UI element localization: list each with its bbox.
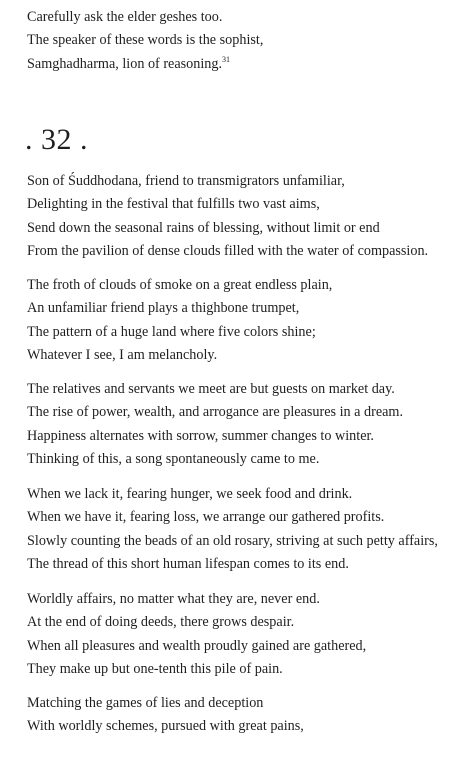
verse-line: At the end of doing deeds, there grows despair.	[27, 614, 295, 631]
verse-line: Carefully ask the elder geshes too.	[27, 9, 223, 25]
verse-line: The speaker of these words is the sophist,	[27, 32, 264, 49]
verse-line: When we have it, fearing loss, we arrange our gathered profits.	[27, 509, 385, 526]
verse-number-heading: . 32 .	[25, 123, 88, 156]
verse-line: Worldly affairs, no matter what they are, never end.	[27, 591, 320, 607]
verse-line: The relatives and servants we meet are but guests on market day.	[27, 381, 395, 397]
verse-line: From the pavilion of dense clouds filled with the water of compassion.	[27, 242, 429, 259]
verse-line: Son of Śuddhodana, friend to transmigrators unfamiliar,	[27, 173, 345, 189]
verse-line: Matching the games of lies and deception	[27, 695, 264, 711]
stanza-6	[27, 692, 304, 739]
verse-line: Whatever I see, I am melancholy.	[27, 346, 218, 363]
verse-line-text: Samghadharma, lion of reasoning.	[27, 55, 223, 72]
verse-line: With worldly schemes, pursued with great pains,	[27, 718, 304, 735]
stanza-3	[27, 378, 403, 471]
stanza-2	[27, 274, 332, 367]
verse-line: They make up but one-tenth this pile of pain.	[27, 660, 283, 677]
intro-stanza	[27, 6, 263, 76]
stanza-4	[27, 483, 438, 576]
verse-line: When we lack it, fearing hunger, we seek food and drink.	[27, 486, 353, 502]
verse-line: The thread of this short human lifespan comes to its end.	[27, 555, 349, 572]
verse-line: An unfamiliar friend plays a thighbone trumpet,	[27, 300, 300, 317]
stanza-1	[27, 170, 428, 263]
stanza-5	[27, 588, 366, 681]
verse-line: The rise of power, wealth, and arrogance are pleasures in a dream.	[27, 404, 404, 421]
verse-line: The pattern of a huge land where five colors shine;	[27, 323, 316, 340]
verse-line: Happiness alternates with sorrow, summer changes to winter.	[27, 427, 374, 444]
verse-line-with-footnote	[27, 53, 263, 76]
verse-line: Thinking of this, a song spontaneously came to me.	[27, 450, 320, 467]
verse-line: Delighting in the festival that fulfills two vast aims,	[27, 196, 320, 213]
verse-line: The froth of clouds of smoke on a great endless plain,	[27, 277, 333, 293]
verse-line: When all pleasures and wealth proudly gained are gathered,	[27, 637, 367, 654]
footnote-reference[interactable]: 31	[222, 54, 231, 64]
verse-line: Send down the seasonal rains of blessing, without limit or end	[27, 219, 380, 236]
verse-line: Slowly counting the beads of an old rosary, striving at such petty affairs,	[27, 532, 438, 549]
